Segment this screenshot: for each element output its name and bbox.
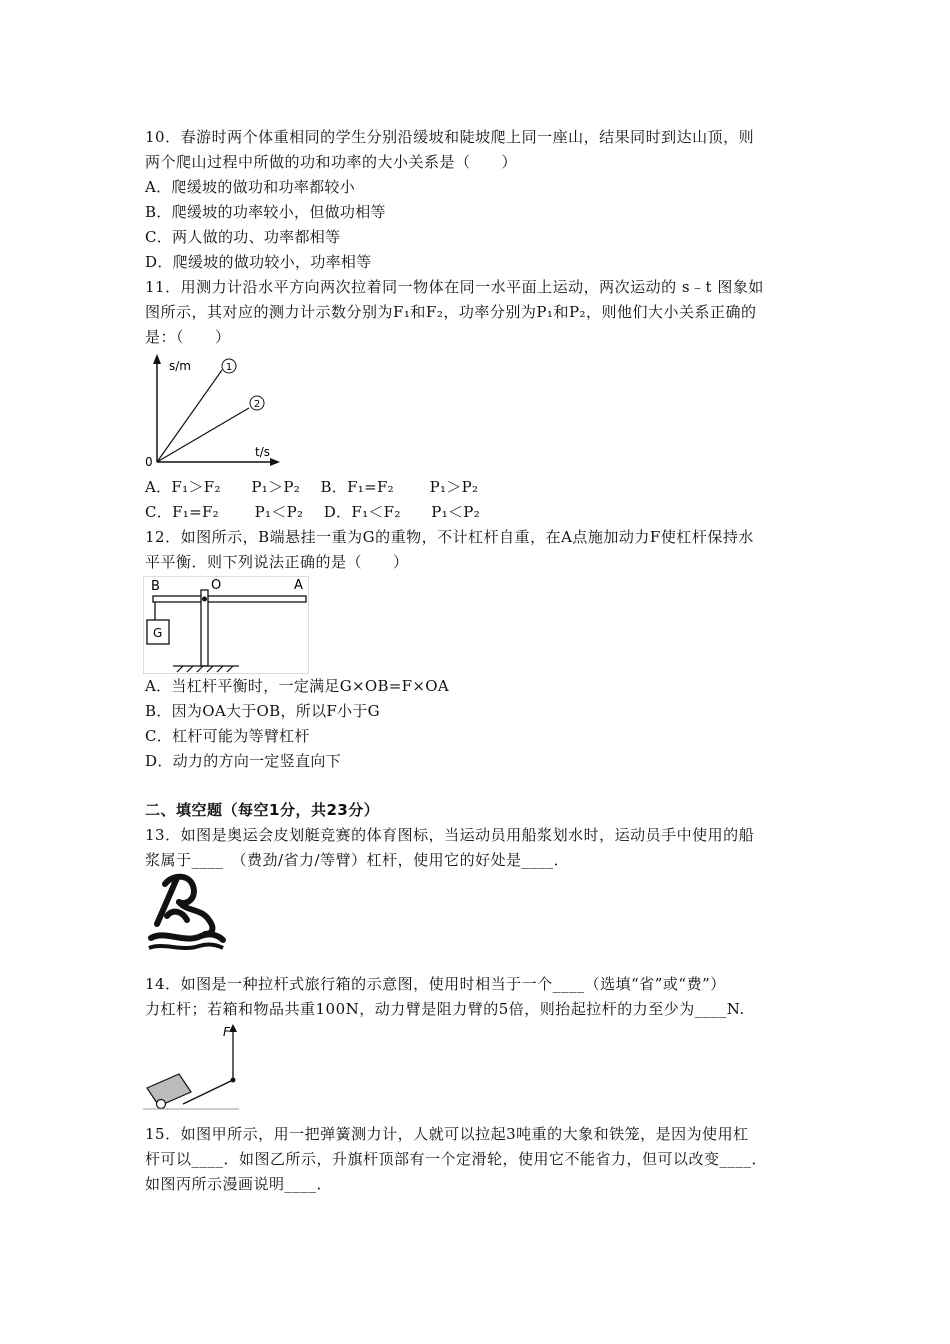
q10-option-d: D．爬缓坡的做功较小，功率相等 — [145, 253, 372, 271]
luggage-figure — [143, 1022, 239, 1110]
canoe-pictogram — [143, 868, 227, 954]
label-f: F — [223, 1025, 230, 1039]
x-axis-arrow-icon — [270, 458, 280, 466]
q12-stem-line1: 12．如图所示，B端悬挂一重为G的重物，不计杠杆自重，在A点施加动力F使杠杆保持水 — [145, 528, 754, 546]
wheel — [157, 1100, 166, 1109]
s-t-graph — [143, 350, 283, 470]
q11-stem-line3: 是：（ ） — [145, 328, 231, 346]
section2-heading: 二、填空题（每空1分，共23分） — [145, 801, 380, 819]
lever-figure — [143, 576, 309, 674]
q15-stem-line2: 杆可以____．如图乙所示，升旗杆顶部有一个定滑轮，使用它不能省力，但可以改变____． — [145, 1150, 768, 1168]
q15-stem-line1: 15．如图甲所示，用一把弹簧测力计，人就可以拉起3吨重的大象和铁笼，是因为使用杠 — [145, 1125, 749, 1143]
q11-options-line1: A．F₁＞F₂ P₁＞P₂ B．F₁=F₂ P₁＞P₂ — [145, 478, 479, 496]
q10-option-c: C．两人做的功、功率都相等 — [145, 228, 341, 246]
q15-stem-line3: 如图丙所示漫画说明____． — [145, 1175, 333, 1193]
q13-stem-line2: 浆属于____ （费劲/省力/等臂）杠杆，使用它的好处是____． — [145, 851, 570, 869]
q11-stem-line2: 图所示，其对应的测力计示数分别为F₁和F₂，功率分别为P₁和P₂，则他们大小关系正确的 — [145, 303, 757, 321]
q10-stem-line1: 10．春游时两个体重相同的学生分别沿缓坡和陡坡爬上同一座山，结果同时到达山顶，则 — [145, 128, 755, 146]
q14-stem-line1: 14．如图是一种拉杆式旅行箱的示意图，使用时相当于一个____（选填“省”或“费”） — [145, 975, 726, 993]
water-wave — [151, 934, 223, 940]
q12-stem-line2: 平平衡．则下列说法正确的是（ ） — [145, 553, 409, 571]
label-a: A — [294, 578, 303, 593]
line-1-label: 1 — [225, 362, 233, 373]
label-g: G — [153, 626, 163, 640]
q12-option-a: A．当杠杆平衡时，一定满足G×OB=F×OA — [145, 677, 449, 695]
q12-option-c: C．杠杆可能为等臂杠杆 — [145, 727, 310, 745]
water-wave-lower — [149, 945, 223, 948]
suitcase-body — [147, 1074, 191, 1106]
y-axis-label: s/m — [169, 359, 191, 373]
q13-stem-line1: 13．如图是奥运会皮划艇竞赛的体育图标，当运动员用船浆划水时，运动员手中使用的船 — [145, 826, 755, 844]
x-axis-label: t/s — [255, 445, 270, 459]
line-2 — [157, 408, 249, 462]
line-1 — [157, 370, 222, 462]
q11-options-line2: C．F₁=F₂ P₁＜P₂ D．F₁＜F₂ P₁＜P₂ — [145, 503, 481, 521]
y-axis-arrow-icon — [153, 354, 161, 364]
force-arrow-head-icon — [229, 1024, 237, 1032]
athlete-arm — [167, 912, 187, 920]
q10-option-a: A．爬缓坡的做功和功率都较小 — [145, 178, 356, 196]
q10-option-b: B．爬缓坡的功率较小，但做功相等 — [145, 203, 386, 221]
label-o: O — [211, 578, 222, 593]
q10-stem-line2: 两个爬山过程中所做的功和功率的大小关系是（ ） — [145, 153, 518, 171]
line-2-label: 2 — [253, 399, 261, 410]
ground-hatch — [177, 666, 233, 672]
pivot-point — [202, 597, 207, 602]
q11-stem-line1: 11．用测力计沿水平方向两次拉着同一物体在同一水平面上运动，两次运动的 s﹣t 图象如 — [145, 278, 764, 296]
q12-option-b: B．因为OA大于OB，所以F小于G — [145, 702, 380, 720]
origin-label: 0 — [145, 455, 153, 469]
q12-option-d: D．动力的方向一定竖直向下 — [145, 752, 341, 770]
label-b: B — [151, 579, 160, 594]
lever-bar — [153, 596, 306, 602]
q14-stem-line2: 力杠杆；若箱和物品共重100N，动力臂是阻力臂的5倍，则抬起拉杆的力至少为____N. — [145, 1000, 745, 1018]
